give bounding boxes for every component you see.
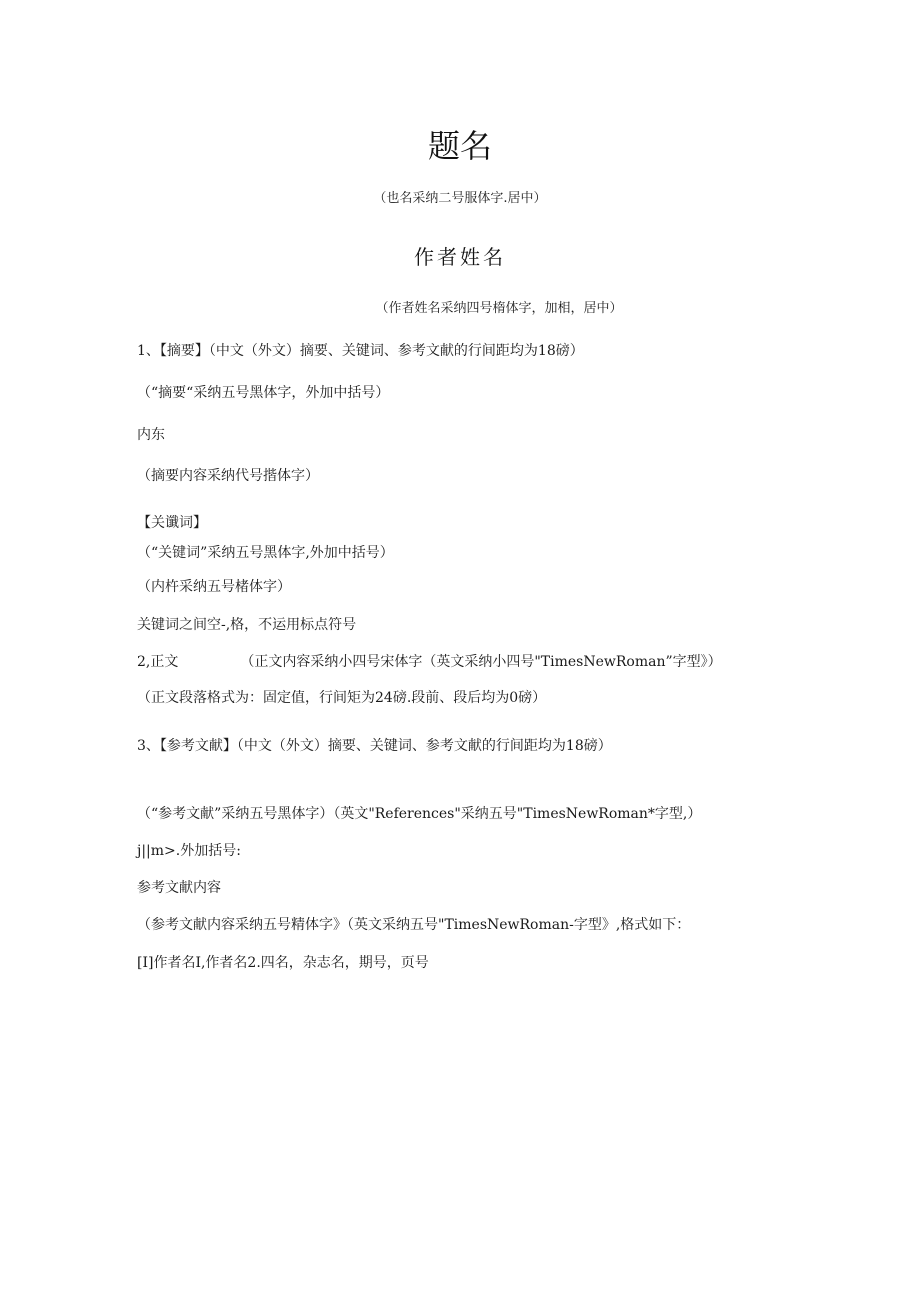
references-content-note: （参考文献内容采纳五号精体字》（英文采纳五号"TimesNewRoman-字型》,格式如下： <box>137 917 691 933</box>
references-note-1: （“参考文献”采纳五号黑体字）（英文"References"采纳五号"TimesNewRoman*字型,） <box>137 806 702 822</box>
author-note: （作者姓名采纳四号楕体字，加相，居中） <box>375 301 623 316</box>
body-heading <box>137 653 722 671</box>
title-note: （也名采纳二号服体字.居中） <box>373 191 547 206</box>
abstract-note: （“摘要“采纳五号黑体字，外加中括号） <box>137 385 390 401</box>
references-heading: 3、【参考文献】（中文（外文）摘要、关键词、参考文献的行间距均为18磅） <box>137 738 612 754</box>
abstract-content: 内东 <box>137 427 165 443</box>
keywords-note-1: （“关键词”采纳五号黑体字,外加中括号） <box>137 545 394 561</box>
body-paragraph-note: （正文段落格式为：固定值，行间矩为24磅.段前、段后均为0磅） <box>137 690 547 706</box>
keywords-note-2: （内杵采纳五号楮体字） <box>137 579 291 595</box>
keywords-rule: 关键词之间空-,格，不运用标点符号 <box>137 617 357 633</box>
references-note-2: j||m>.外加括号: <box>137 843 241 859</box>
body-heading-label: 2,正文 <box>137 654 179 670</box>
abstract-content-note: （摘要内容采纳代号揩体字） <box>137 468 319 484</box>
keywords-heading: 【关谶词】 <box>137 515 207 531</box>
body-heading-note: （正文内容采纳小四号宋体字（英文采纳小四号"TimesNewRoman”字型》） <box>240 654 722 670</box>
reference-example: [I]作者名I,作者名2.四名，杂志名，期号，页号 <box>137 955 429 971</box>
references-content: 参考文献内容 <box>137 880 221 896</box>
author-name: 作者姓名 <box>414 245 506 269</box>
doc-title: 题名 <box>427 127 492 165</box>
abstract-heading: 1、【摘要】（中文（外文）摘要、关键词、参考文献的行间距均为18磅） <box>137 343 584 359</box>
